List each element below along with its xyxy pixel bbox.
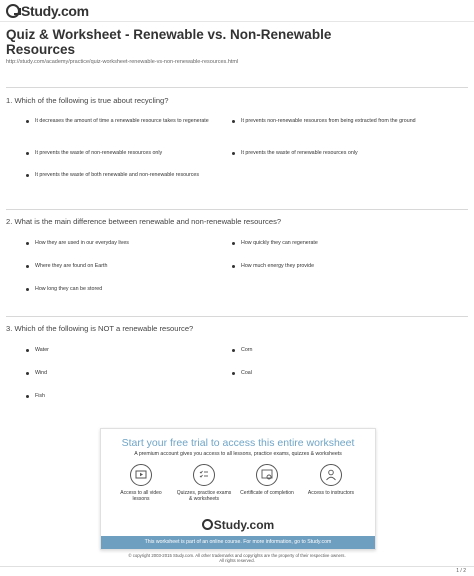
site-header [0,0,474,22]
option-label: Coal [241,370,252,376]
radio-bullet-icon[interactable] [232,265,235,268]
radio-bullet-icon[interactable] [232,349,235,352]
promo-footer-bar[interactable]: This worksheet is part of an online course. For more information, go to Study.com [101,536,375,549]
option-label: Wind [35,370,48,376]
radio-bullet-icon[interactable] [26,395,29,398]
instructor-icon [320,464,342,486]
radio-bullet-icon[interactable] [232,120,235,123]
question-3-text: 3. Which of the following is NOT a renewable resource? [6,324,194,333]
radio-bullet-icon[interactable] [232,372,235,375]
option-label: How quickly they can regenerate [241,240,318,246]
q2-option-c[interactable] [26,263,216,270]
feature-instructors [303,464,359,496]
title-line-1: Quiz & Worksheet - Renewable vs. Non-Renewable [6,27,332,42]
copyright-line-2: All rights reserved. [219,558,255,563]
promo-study-logo[interactable] [101,518,375,532]
premium-promo-box [100,428,376,550]
option-label: It decreases the amount of time a renewable resource takes to regenerate [35,118,209,124]
q2-option-e[interactable] [26,286,216,293]
radio-bullet-icon[interactable] [26,242,29,245]
option-label: Where they are found on Earth [35,263,108,269]
q3-option-e[interactable] [26,393,216,400]
radio-bullet-icon[interactable] [232,242,235,245]
option-label: How long they can be stored [35,286,103,292]
option-label: It prevents the waste of both renewable and non-renewable resources [35,172,200,178]
section-divider [6,316,468,317]
q1-option-b[interactable] [232,118,422,125]
feature-video-lessons [113,464,169,502]
study-logo-icon [6,4,20,18]
section-divider [6,209,468,210]
option-label: Water [35,347,49,353]
page-number: 1 / 2 [456,568,466,574]
section-divider [6,87,468,88]
q3-option-c[interactable] [26,370,216,377]
q2-option-b[interactable] [232,240,422,247]
feature-label: Quizzes, practice exams & worksheets [176,490,232,502]
video-play-icon [130,464,152,486]
study-logo[interactable] [6,3,89,19]
feature-label: Access to all video lessons [120,490,162,502]
option-label: Corn [241,347,253,353]
radio-bullet-icon[interactable] [26,265,29,268]
q2-option-a[interactable] [26,240,216,247]
q3-option-b[interactable] [232,347,422,354]
radio-bullet-icon[interactable] [26,120,29,123]
q3-option-a[interactable] [26,347,216,354]
source-url[interactable]: http://study.com/academy/practice/quiz-worksheet-renewable-vs-non-renewable-resources.html [6,59,239,65]
promo-subtitle: A premium account gives you access to all lessons, practice exams, quizzes & worksheets [134,451,342,457]
question-1-text: 1. Which of the following is true about recycling? [6,96,169,105]
q1-option-e[interactable] [26,172,216,179]
option-label: It prevents the waste of renewable resources only [241,150,358,156]
option-label: Fish [35,393,46,399]
promo-logo-text: Study.com [213,518,275,532]
option-label: It prevents the waste of non-renewable resources only [35,150,163,156]
radio-bullet-icon[interactable] [26,288,29,291]
radio-bullet-icon[interactable] [26,349,29,352]
promo-title: Start your free trial to access this entire worksheet [121,437,355,449]
question-2-text: 2. What is the main difference between renewable and non-renewable resources? [6,217,282,226]
page-title [6,27,446,57]
option-label: How they are used in our everyday lives [35,240,129,246]
radio-bullet-icon[interactable] [232,152,235,155]
feature-certificate [239,464,295,496]
q1-option-c[interactable] [26,150,216,157]
feature-label: Certificate of completion [240,490,294,496]
logo-text: Study.com [21,3,89,19]
footer-divider [0,566,474,567]
q1-option-d[interactable] [232,150,422,157]
study-logo-icon [202,519,213,530]
radio-bullet-icon[interactable] [26,152,29,155]
title-line-2: Resources [6,42,76,57]
certificate-icon [256,464,278,486]
feature-label: Access to instructors [307,490,355,496]
option-label: How much energy they provide [241,263,315,269]
option-label: It prevents non-renewable resources from being extracted from the ground [241,118,416,124]
q2-option-d[interactable] [232,263,422,270]
checklist-icon [193,464,215,486]
feature-quizzes [176,464,232,502]
copyright-notice [0,553,474,563]
radio-bullet-icon[interactable] [26,174,29,177]
copyright-line-1: © copyright 2003-2015 Study.com. All other trademarks and copyrights are the property of their respective owners. [128,553,346,558]
q3-option-d[interactable] [232,370,422,377]
q1-option-a[interactable] [26,118,216,125]
radio-bullet-icon[interactable] [26,372,29,375]
